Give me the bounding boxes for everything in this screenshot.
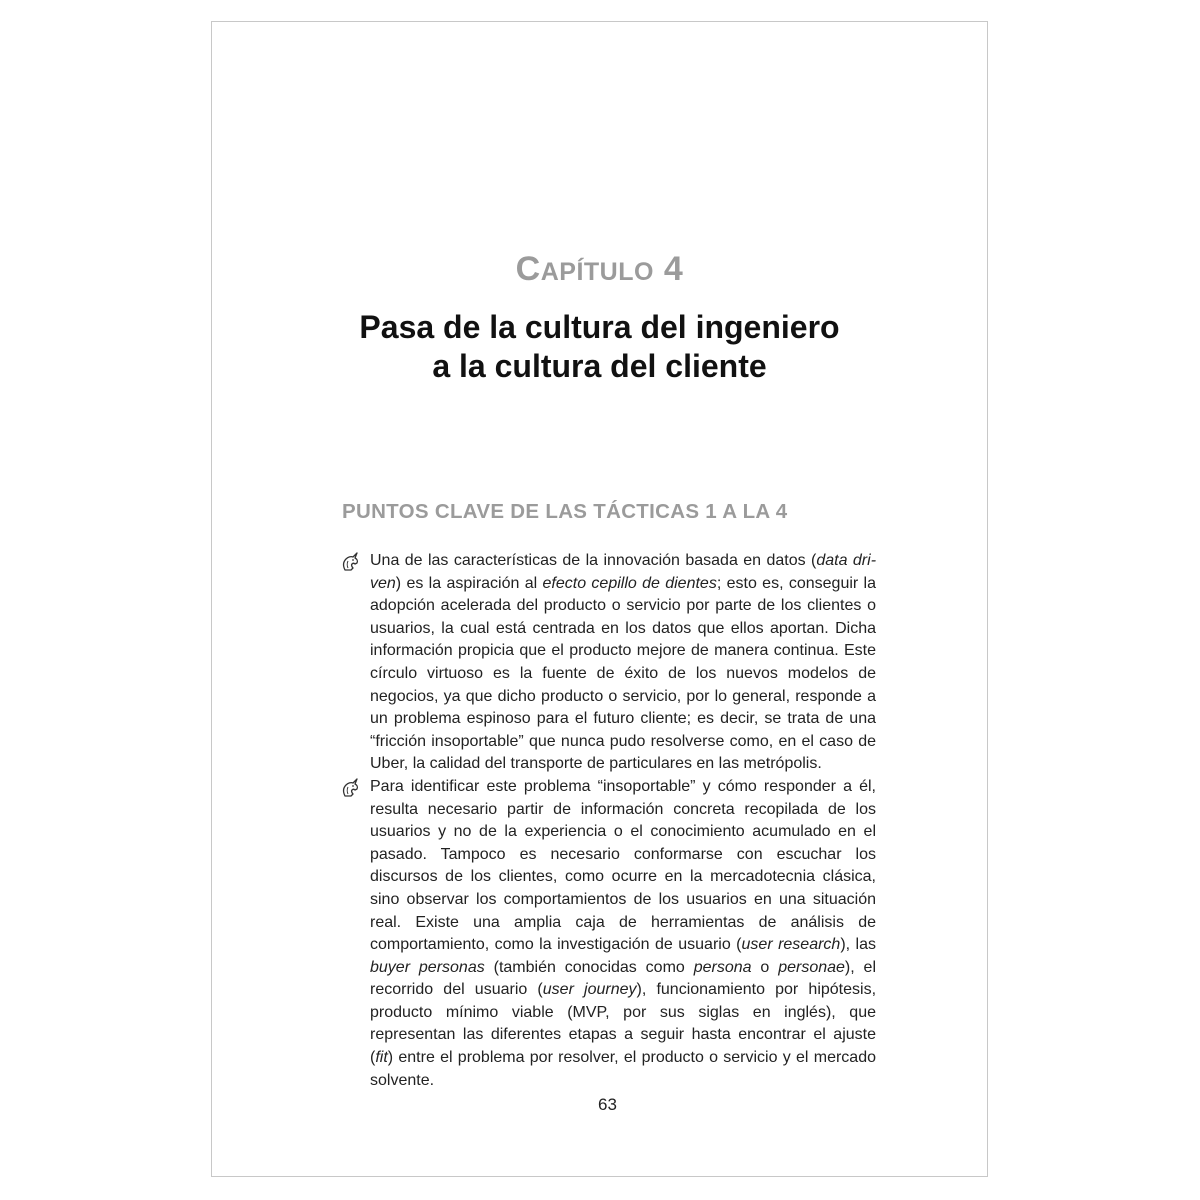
chapter-title (212, 308, 987, 386)
page-number: 63 (598, 1095, 617, 1114)
list-item (340, 776, 876, 1092)
text-run: ; esto es, conseguir la adopción acelerada del producto o servicio por parte de los clientes o usuarios, la cual está centrada en los datos que ellos aportan. Dicha información propicia que el producto mejore de manera continua. Este círculo virtuoso es la fuente de éxito de los nuevos modelos de negocios, ya que dicho producto o servicio, por lo general, responde a un problema espinoso para el futuro cliente; es decir, se trata de una “fricción insoportable” que nunca pudo resolverse como, en el caso de Uber, la calidad del transporte de particulares en las metrópolis. (370, 574, 876, 773)
text-run: ), funcionamiento por hipótesis, producto mínimo viable (MVP, por sus siglas en inglés), que representan las diferentes etapas a seguir hasta encontrar el ajuste ( (370, 981, 877, 1067)
chapter-title-line-1: Pasa de la cultura del ingeniero (359, 309, 840, 345)
italic-term: personae (778, 958, 845, 976)
list-item-text (370, 778, 876, 1089)
list-item-text (370, 552, 876, 772)
italic-term: persona (693, 958, 752, 976)
chapter-label (212, 250, 987, 289)
text-run: ), el recorrido del usuario ( (370, 958, 877, 999)
chapter-label-rest: APÍTULO (540, 258, 654, 286)
text-run: ) entre el problema por resolver, el producto o servicio y el mercado solvente. (370, 1049, 876, 1089)
text-run: (también conocidas como (484, 958, 694, 976)
italic-term: user research (741, 936, 841, 954)
book-page (211, 21, 988, 1177)
italic-term: efecto cepillo de dientes (542, 574, 717, 592)
key-points-list (340, 550, 876, 1092)
italic-term: buyer personas (370, 958, 485, 976)
text-run: o (751, 958, 779, 976)
chapter-number: 4 (663, 250, 684, 288)
list-item (340, 550, 876, 776)
italic-term: user journey (542, 981, 637, 999)
text-run: ) es la aspiración al (395, 574, 543, 592)
section-heading: PUNTOS CLAVE DE LAS TÁCTICAS 1 A LA 4 (342, 500, 788, 523)
italic-term: fit (375, 1049, 388, 1067)
text-run: Para identificar este problema “insoportable” y cómo responder a él, resulta necesario partir de información concreta recopilada de los usuarios y no de la experiencia o el conocimiento acumulado en el pasado. Tampoco es necesario conformarse con escuchar los discursos de los clientes, como ocurre en la mercadotecnia clásica, sino observar los comportamientos de los usuarios en una situación real. Existe una amplia caja de herramientas de análisis de comportamiento, como la investigación de usuario ( (370, 777, 876, 954)
unicorn-head-icon (340, 552, 360, 572)
chapter-label-initial: C (515, 250, 541, 288)
text-run: Una de las características de la innovación basada en datos ( (370, 552, 817, 569)
italic-term: data driven (370, 552, 877, 592)
unicorn-head-icon (340, 778, 360, 798)
chapter-title-line-2: a la cultura del cliente (432, 348, 767, 384)
text-run: ), las (840, 936, 877, 954)
